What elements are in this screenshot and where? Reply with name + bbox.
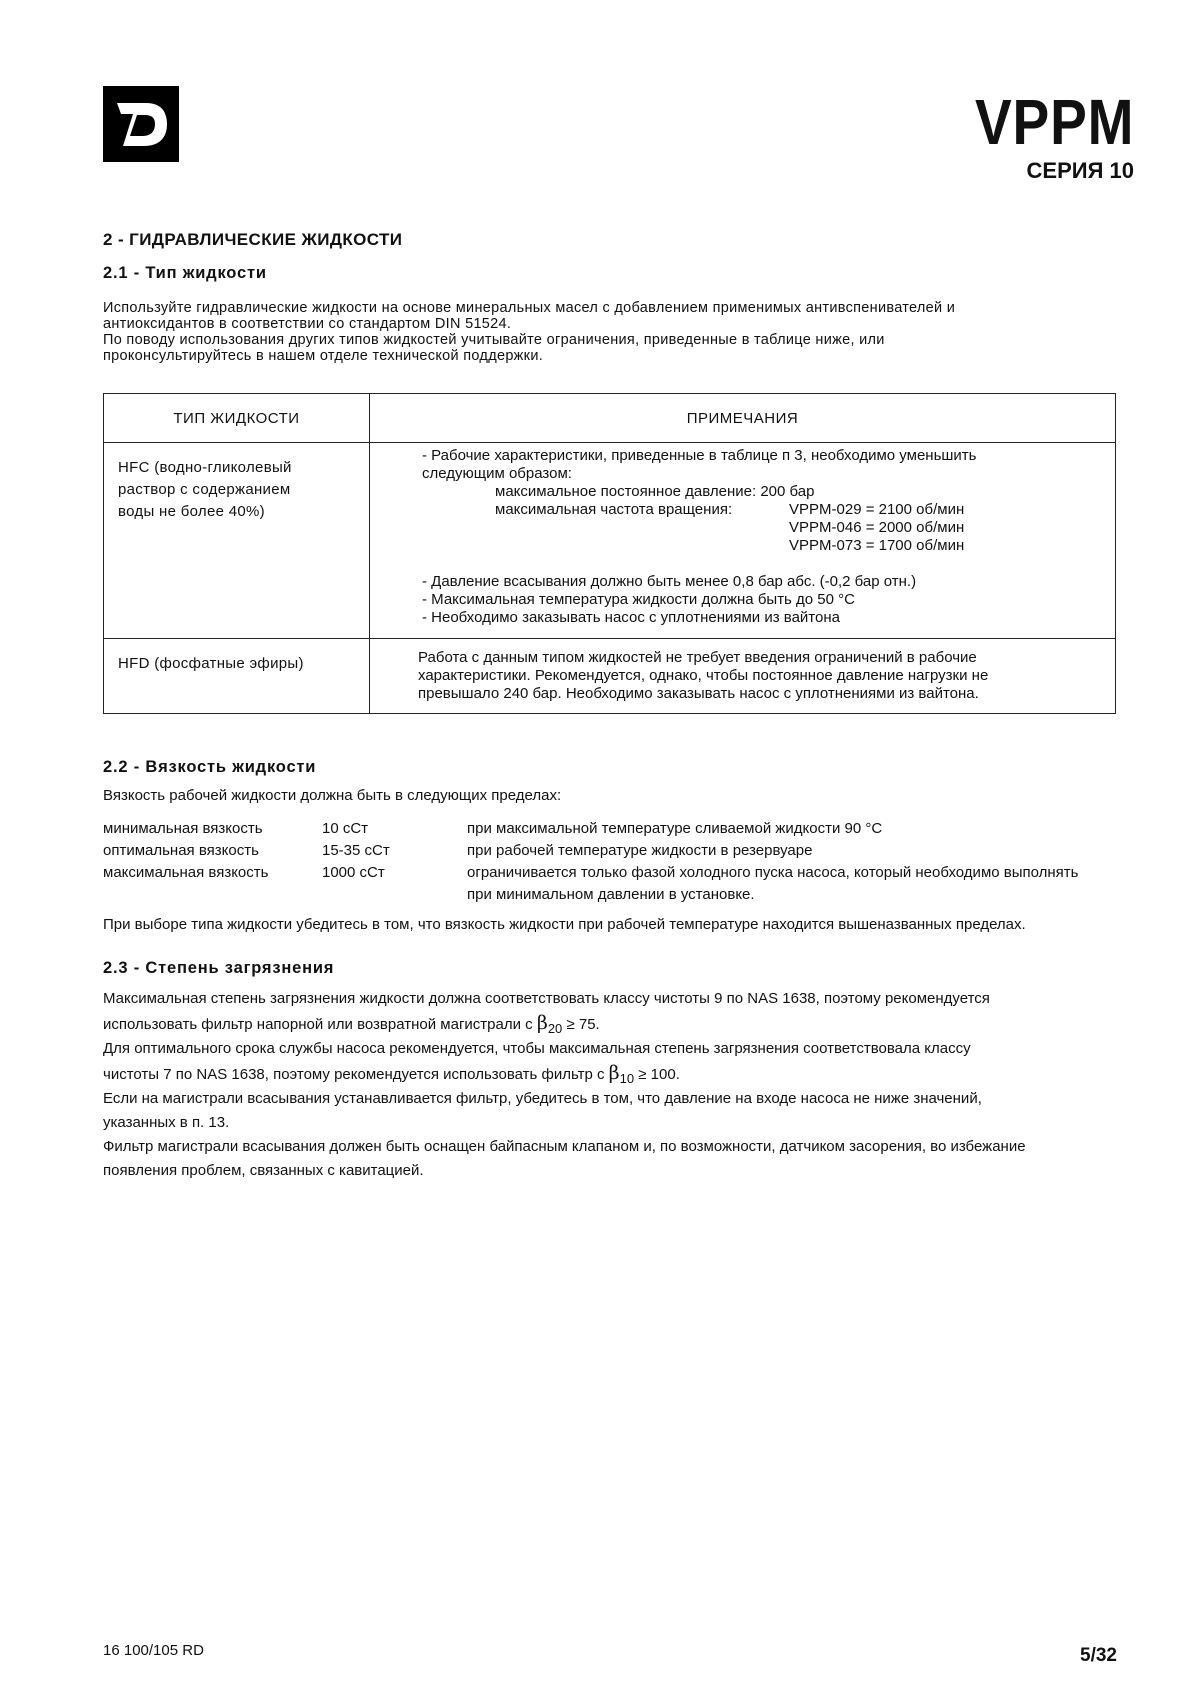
viscosity-value: 10 сСт <box>322 820 369 837</box>
intro-line: По поводу использования других типов жидкостей учитывайте ограничения, приведенные в таблице ниже, или <box>103 332 885 348</box>
type-line: раствор с содержанием <box>118 481 291 498</box>
document-code: 16 100/105 RD <box>103 1642 204 1659</box>
subsection-contamination-title: 2.3 - Степень загрязнения <box>103 959 335 977</box>
intro-line: проконсультируйтесь в нашем отделе технической поддержки. <box>103 348 544 364</box>
paragraph-line <box>103 1011 1117 1037</box>
table-row <box>104 639 1116 714</box>
beta-symbol: β <box>536 1012 548 1034</box>
product-header <box>949 86 1134 184</box>
paragraph-line: указанных в п. 13. <box>103 1114 230 1131</box>
note-line: характеристики. Рекомендуется, однако, чтобы постоянное давление нагрузки не <box>418 667 989 684</box>
paragraph-line: Максимальная степень загрязнения жидкости должна соответствовать классу чистоты 9 по NAS 1638, поэтому рекомендуется <box>103 990 990 1007</box>
fluid-intro <box>103 300 1103 364</box>
pressure-limit: максимальное постоянное давление: 200 бар <box>495 483 815 500</box>
note-line: превышало 240 бар. Необходимо заказывать насос с уплотнениями из вайтона. <box>418 685 979 702</box>
viscosity-remark: При выборе типа жидкости убедитесь в том, что вязкость жидкости при рабочей температуре находится вышеназванных пределах. <box>103 916 1026 933</box>
beta-subscript: 10 <box>619 1071 635 1086</box>
type-line: HFC (водно-гликолевый <box>118 459 292 476</box>
list-item <box>103 862 1153 884</box>
beta-symbol: β <box>608 1062 620 1084</box>
table-row <box>104 443 1116 639</box>
viscosity-note: ограничивается только фазой холодного пуска насоса, который необходимо выполнять <box>467 864 1079 881</box>
paragraph-line <box>103 1061 1117 1087</box>
company-logo <box>103 86 179 162</box>
viscosity-name: минимальная вязкость <box>103 820 263 837</box>
model-title: VPPM <box>974 86 1134 158</box>
subsection-fluid-type-title: 2.1 - Тип жидкости <box>103 264 267 282</box>
hfd-notes <box>370 639 1116 714</box>
note-line: следующим образом: <box>422 465 572 482</box>
intro-line: Используйте гидравлические жидкости на основе минеральных масел с добавлением применимых антивспенивателей и <box>103 300 956 316</box>
paragraph-line: Если на магистрали всасывания устанавливается фильтр, убедитесь в том, что давление на входе насоса не ниже значений, <box>103 1090 982 1107</box>
header-fluid-type: ТИП ЖИДКОСТИ <box>104 394 370 443</box>
hfc-notes <box>370 443 1116 639</box>
table-header-row <box>104 394 1116 443</box>
paragraph-line: Фильтр магистрали всасывания должен быть оснащен байпасным клапаном и, по возможности, датчиком засорения, во избежание <box>103 1138 1026 1155</box>
paragraph-line: Для оптимального срока службы насоса рекомендуется, чтобы максимальная степень загрязнения соответствовала классу <box>103 1040 971 1057</box>
section-title: 2 - ГИДРАВЛИЧЕСКИЕ ЖИДКОСТИ <box>103 230 403 249</box>
list-item <box>103 884 1153 906</box>
fluid-type-hfc <box>104 443 370 639</box>
fluid-types-table <box>103 393 1116 714</box>
note-line: Работа с данным типом жидкостей не требует введения ограничений в рабочие <box>418 649 977 666</box>
series-label: СЕРИЯ 10 <box>1026 158 1134 183</box>
viscosity-note: при максимальной температуре сливаемой жидкости 90 °C <box>467 820 883 837</box>
list-item <box>103 818 1153 840</box>
fluid-type-hfd: HFD (фосфатные эфиры) <box>104 639 370 714</box>
viscosity-value: 15-35 сСт <box>322 842 390 859</box>
beta-subscript: 20 <box>547 1021 563 1036</box>
text-span: использовать фильтр напорной или возвратной магистрали с <box>103 1016 533 1033</box>
speed-limit-row <box>422 519 1095 537</box>
speed-limit-row <box>422 537 1095 555</box>
subsection-viscosity-title: 2.2 - Вязкость жидкости <box>103 758 317 776</box>
type-line: воды не более 40%) <box>118 503 265 520</box>
viscosity-note-cont: при минимальном давлении в установке. <box>467 886 755 903</box>
speed-value: VPPM-046 = 2000 об/мин <box>789 519 965 536</box>
speed-limit-label: максимальная частота вращения: <box>495 501 733 518</box>
list-item <box>103 840 1153 862</box>
page-number: 5/32 <box>1080 1645 1117 1666</box>
speed-value: VPPM-029 = 2100 об/мин <box>789 501 965 518</box>
viscosity-name: максимальная вязкость <box>103 864 269 881</box>
note-line: - Рабочие характеристики, приведенные в таблице п 3, необходимо уменьшить <box>422 447 977 464</box>
paragraph-line: появления проблем, связанных с кавитацией. <box>103 1162 424 1179</box>
speed-value: VPPM-073 = 1700 об/мин <box>789 537 965 554</box>
viscosity-list <box>103 818 1153 906</box>
note-bullet: - Необходимо заказывать насос с уплотнениями из вайтона <box>422 609 840 626</box>
text-span: чистоты 7 по NAS 1638, поэтому рекомендуется использовать фильтр с <box>103 1066 605 1083</box>
note-bullet: - Максимальная температура жидкости должна быть до 50 °C <box>422 591 855 608</box>
speed-limit-row <box>422 501 1095 519</box>
header-notes: ПРИМЕЧАНИЯ <box>370 394 1116 443</box>
viscosity-name: оптимальная вязкость <box>103 842 259 859</box>
intro-line: антиоксидантов в соответствии со стандартом DIN 51524. <box>103 316 512 332</box>
viscosity-note: при рабочей температуре жидкости в резервуаре <box>467 842 813 859</box>
viscosity-intro: Вязкость рабочей жидкости должна быть в следующих пределах: <box>103 787 562 804</box>
note-bullet: - Давление всасывания должно быть менее 0,8 бар абс. (-0,2 бар отн.) <box>422 573 917 590</box>
viscosity-value: 1000 сСт <box>322 864 385 881</box>
beta-value: ≥ 75. <box>566 1016 600 1033</box>
beta-value: ≥ 100. <box>638 1066 680 1083</box>
contamination-text <box>103 987 1117 1183</box>
